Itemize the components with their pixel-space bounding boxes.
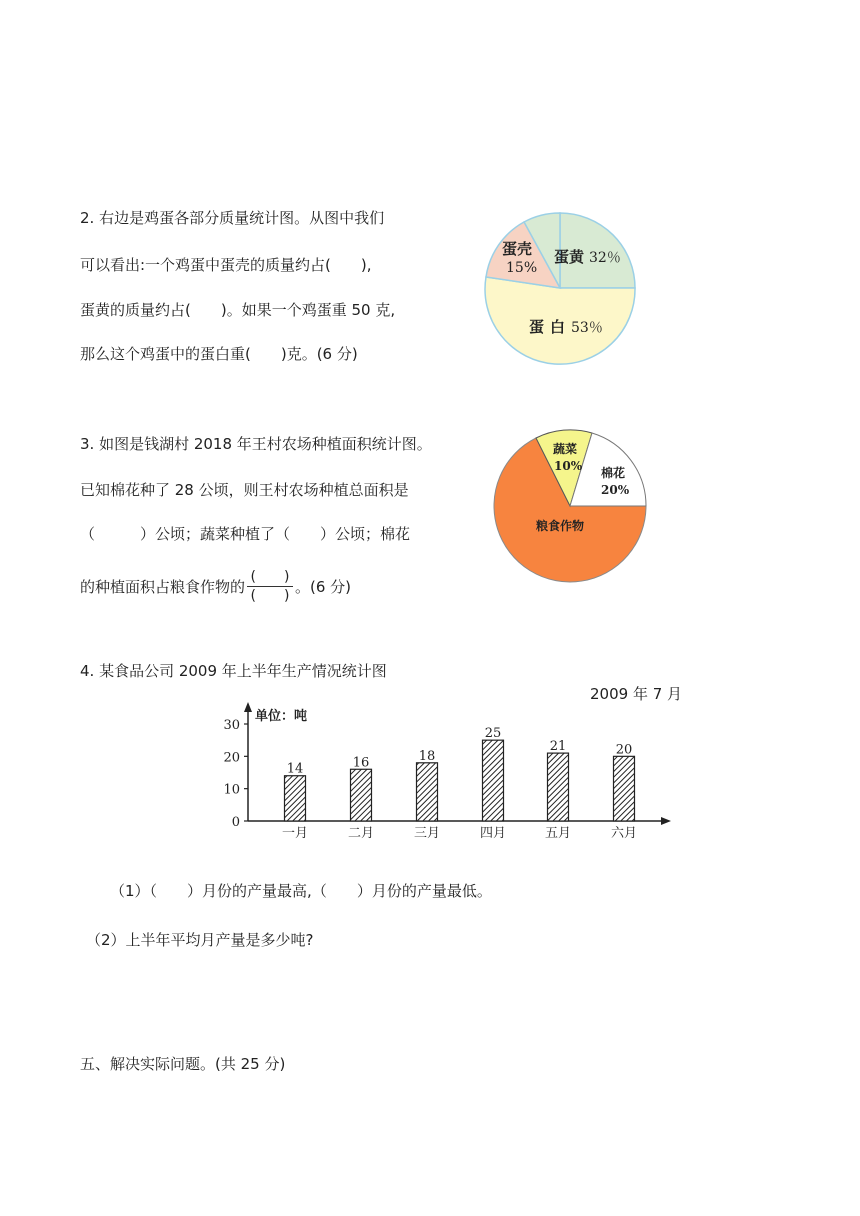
vegetable-value: 10% xyxy=(554,459,583,473)
y-axis-arrow xyxy=(244,702,252,712)
y-tick-label: 20 xyxy=(223,750,240,766)
q3-line-1: 3. 如图是钱湖村 2018 年王村农场种植面积统计图。 xyxy=(80,435,432,453)
q3-line-3: （ ）公顷；蔬菜种植了（ ）公顷；棉花 xyxy=(80,525,411,543)
x-axis-arrow xyxy=(661,817,671,825)
y-unit-label: 单位：吨 xyxy=(255,709,308,724)
category-label: 三月 xyxy=(413,826,441,841)
egg-pie-chart xyxy=(480,208,640,368)
q4-title: 4. 某食品公司 2009 年上半年生产情况统计图 xyxy=(80,662,387,680)
egg-white-label: 蛋白 xyxy=(529,318,572,336)
q2-line-2: 可以看出:一个鸡蛋中蛋壳的质量约占( ), xyxy=(80,256,372,274)
q3-fraction-denominator: ( ) xyxy=(250,588,290,604)
category-label: 二月 xyxy=(347,826,375,841)
q2-line-4: 那么这个鸡蛋中的蛋白重( )克。(6 分) xyxy=(80,345,358,363)
cotton-label: 棉花 xyxy=(601,466,626,480)
vegetable-label: 蔬菜 xyxy=(553,442,578,456)
q3-line-4-text: 的种植面积占粮食作物的 xyxy=(80,578,246,596)
bar-value-label: 16 xyxy=(352,755,370,771)
y-tick-label: 10 xyxy=(223,782,240,798)
q4-sub1: （1）（ ）月份的产量最高,（ ）月份的产量最低。 xyxy=(110,882,492,900)
bar-1 xyxy=(285,776,306,821)
y-tick-label: 30 xyxy=(223,718,240,733)
y-tick-label: 0 xyxy=(231,815,240,830)
category-label: 四月 xyxy=(479,826,507,841)
egg-shell-label: 蛋壳 xyxy=(502,240,533,258)
production-bar-chart xyxy=(215,700,685,850)
bar-6 xyxy=(614,756,635,821)
egg-yolk-value: 32％ xyxy=(589,250,621,266)
q2-line-3: 蛋黄的质量约占( )。如果一个鸡蛋重 50 克, xyxy=(80,301,396,319)
section5-title: 五、解决实际问题。(共 25 分) xyxy=(80,1055,286,1073)
egg-white-value: 53％ xyxy=(571,320,603,336)
grain-label: 粮食作物 xyxy=(536,519,585,533)
bar-value-label: 14 xyxy=(286,761,304,777)
bar-value-label: 20 xyxy=(615,742,633,758)
farm-pie-chart xyxy=(492,426,652,586)
q4-date: 2009 年 7 月 xyxy=(590,685,683,703)
egg-yolk-label: 蛋黄 xyxy=(554,248,585,266)
bar-value-label: 25 xyxy=(484,726,502,742)
category-label: 五月 xyxy=(544,826,572,841)
q3-line-4 xyxy=(80,568,351,605)
bar-value-label: 18 xyxy=(418,748,436,764)
q3-line-4-tail: 。(6 分) xyxy=(295,578,352,596)
egg-shell-value: 15% xyxy=(506,260,538,276)
bar-4 xyxy=(483,740,504,821)
category-label: 一月 xyxy=(281,826,309,841)
bar-5 xyxy=(548,753,569,821)
q4-sub2: （2）上半年平均月产量是多少吨? xyxy=(86,931,314,949)
cotton-value: 20% xyxy=(601,483,630,497)
q3-fraction xyxy=(247,568,293,605)
bar-2 xyxy=(351,769,372,821)
q2-line-1: 2. 右边是鸡蛋各部分质量统计图。从图中我们 xyxy=(80,209,385,227)
q3-line-2: 已知棉花种了 28 公顷，则王村农场种植总面积是 xyxy=(80,481,409,499)
q3-fraction-numerator: ( ) xyxy=(250,569,290,585)
category-label: 六月 xyxy=(610,826,638,841)
bar-3 xyxy=(417,763,438,821)
bar-value-label: 21 xyxy=(549,739,567,755)
